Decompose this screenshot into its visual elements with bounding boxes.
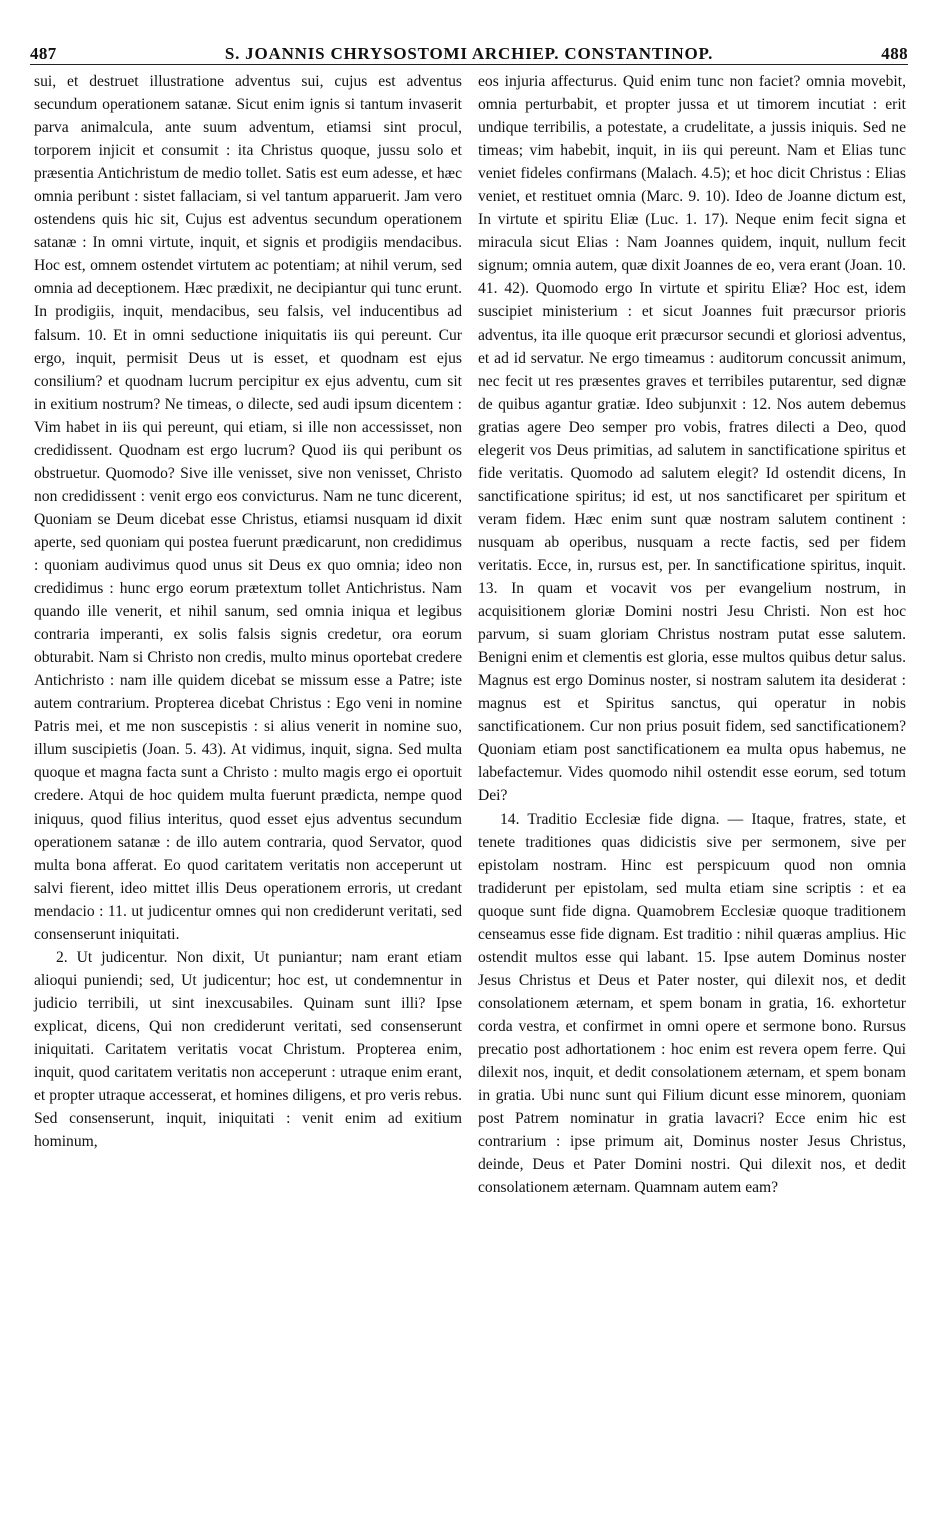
right-paragraph-2: 14. Traditio Ecclesiæ fide digna. — Itaque, fratres, state, et tenete traditiones quas didicistis sive per sermonem, sive per epistolam nostram. Hinc est perspicuum quod non omnia tradiderunt per epistolam, sed multa etiam sine scriptis : et ea quoque sunt fide digna. Quamobrem Ecclesiæ quoque traditionem censeamus esse fide dignam. Est traditio : nihil quæras amplius. Hic ostendit multos esse qui labant. 15. Ipse autem Dominus noster Jesus Christus et Deus et Pater noster, qui dilexit nos, et dedit consolationem æternam, et spem bonam in gratia, 16. exhortetur corda vestra, et confirmet in omni opere et sermone bono. Rursus precatio post adhortationem : hoc enim est revera opem ferre. Qui dilexit nos, inquit, et dedit consolationem æternam, et spem bonam in gratia. Ubi nunc sunt qui Filium dicunt esse minorem, quoniam post Patrem nominatur in gratia lavacri? Ecce enim hic est contrarium : ipse primum ait, Dominus noster Jesus Christus, deinde, Deus et Pater Domini nostri. Qui dilexit nos, et dedit consolationem æternam. Quamnam autem eam? [478,810,906,1197]
left-page-number: 487 [30,44,57,63]
left-paragraph-1: sui, et destruet illustratione adventus sui, cujus est adventus secundum operationem satanæ. Sicut enim ignis si tantum invaserit parva animalcula, ante suum adventum, etiamsi sint procul, torporem injicit et consumit : ita Christus quoque, jussu solo et præsentia Antichristum de medio tollet. Satis est eum adesse, et hæc omnia peribunt : sistet fallaciam, si vel tantum apparuerit. Jam vero ostendens quis hic sit, Cujus est adventus secundum operationem satanæ : In omni virtute, inquit, et signis et prodigiis mendacibus. Hoc est, omnem ostendet virtutem ac potentiam; at nihil verum, sed omnia ad deceptionem. Hæc prædixit, ne decipiantur qui tunc erunt. In prodigiis, inquit, mendacibus, seu falsis, vel inducentibus ad falsum. 10. Et in omni seductione iniquitatis iis qui pereunt. Cur ergo, inquit, permisit Deus ut is esset, et quodnam est ejus consilium? et quodnam lucrum percipitur ex ejus adventu, cum sit in exitium nostrum? Ne timeas, o dilecte, sed audi ipsum dicentem : Vim habet in iis qui pereunt, qui etiam, si ille non accessisset, non credidissent. Quodnam est ergo lucrum? Quod iis qui peribunt os obstruetur. Quomodo? Sive ille venisset, sive non venisset, Christo non credidissent : venit ergo eos convicturus. Nam ne tunc dicerent, Quoniam se Deum dicebat esse Christus, etiamsi nusquam id dixit aperte, sed quoniam qui postea fuerunt prædicarunt, non credidimus : quoniam audivimus quod unus sit Deus ex quo omnia; ideo non credidimus : hunc ergo eorum prætextum tollet Antichristus. Nam quando ille venerit, et nihil sanum, sed omnia iniqua et legibus contraria imperanti, ex solis falsis signis credetur, ora eorum obturabit. Nam si Christo non credis, multo minus oportebat credere Antichristo : nam ille quidem dicebat se missum esse a Patre; iste autem contrarium. Propterea dicebat Christus : Ego veni in nomine Patris mei, et me non suscepistis : si alius venerit in nomine suo, illum suscipietis (Joan. 5. 43). At vidimus, inquit, signa. Sed multa quoque et magna facta sunt a Christo : multo magis ergo ei oportuit credere. Atqui de hoc quidem multa fuerunt prædicta, nempe quod iniquus, quod filius interitus, quod esset ejus adventus secundum operationem satanæ : de illo autem contraria, quod Servator, quod multa bona afferat. Eo quod caritatem veritatis non acceperunt ut salvi fierent, ideo mittet illis Deus operationem erroris, ut credant mendacio : 11. ut judicentur omnes qui non crediderunt veritati, sed consenserunt iniquitati. [34,73,462,943]
right-paragraph-1: eos injuria affecturus. Quid enim tunc non faciet? omnia movebit, omnia perturbabit, et propter jussa et ut timorem incutiat : erit undique terribilis, a potestate, a crudelitate, a jussis iniquis. Sed ne timeas; vim habebit, inquit, in iis qui pereunt. Nam et Elias tunc veniet fideles confirmans (Malach. 4.5); et hoc dicit Christus : Elias veniet, et restituet omnia (Marc. 9. 10). Ideo de Joanne dictum est, In virtute et spiritu Eliæ (Luc. 1. 17). Neque enim fecit signa et miracula sicut Elias : Nam Joannes quidem, inquit, nullum fecit signum; omnia autem, quæ dixit Joannes de eo, vera erant (Joan. 10. 41. 42). Quomodo ergo In virtute et spiritu Eliæ? Hoc est, idem suscipiet ministerium : et sicut Joannes fuit præcursor prioris adventus, ita ille quoque erit præcursor secundi et gloriosi adventus, et ad id servatur. Ne ergo timeamus : auditorum concussit animum, nec fecit ut res præsentes graves et terribiles putarentur, sed dignæ de quibus agantur gratiæ. Ideo subjunxit : 12. Nos autem debemus gratias agere Deo semper pro vobis, fratres dilecti a Deo, quod elegerit vos Deus primitias, ad salutem in sanctificatione spiritus et fide veritatis. Quomodo ad salutem elegit? Id ostendit dicens, In sanctificatione spiritus; id est, ut nos sanctificaret per spiritum et veram fidem. Hæc enim sunt quæ nostram salutem continent : nusquam ab operibus, nusquam a recte factis, sed per fidem veritatis. Ecce, in, rursus est, per. In sanctificatione spiritus, inquit. 13. In quam et vocavit vos per evangelium nostrum, in acquisitionem gloriæ Domini nostri Jesu Christi. Non est hoc parvum, si suam gloriam Christus nostram putat esse salutem. Benigni enim et clementis est gloria, esse multos quibus detur salus. Magnus est ergo Dominus noster, si nostram salutem ita desiderat : magnus est et Spiritus sanctus, qui operatur in nobis sanctificationem. Cur non prius posuit fidem, sed sanctificationem? Quoniam etiam post sanctificationem ea multa opus habemus, ne labefactemur. Vides quomodo nihil ostendit esse eorum, sed totum Dei? [478,73,906,805]
left-paragraph-2: 2. Ut judicentur. Non dixit, Ut puniantur; nam erant etiam alioqui puniendi; sed, Ut judicentur; hoc est, ut condemnentur in judicio terribili, ut sint inexcusabiles. Quinam sunt illi? Ipse explicat, dicens, Qui non crediderunt veritati, sed consenserunt iniquitati. Caritatem veritatis vocat Christum. Propterea enim, inquit, quod caritatem veritatis non acceperunt : utraque enim erant, et propter utraque accesserat, et homines diligens, et pro veris rebus. Sed consenserunt, inquit, iniquitati : venit enim ad exitium hominum, [34,948,462,1151]
running-title: S. JOANNIS CHRYSOSTOMI ARCHIEP. CONSTANTINOP. [224,44,714,63]
right-column [478,70,906,1500]
left-column [34,70,462,1500]
right-page-number: 488 [881,44,908,63]
running-header [30,34,908,65]
